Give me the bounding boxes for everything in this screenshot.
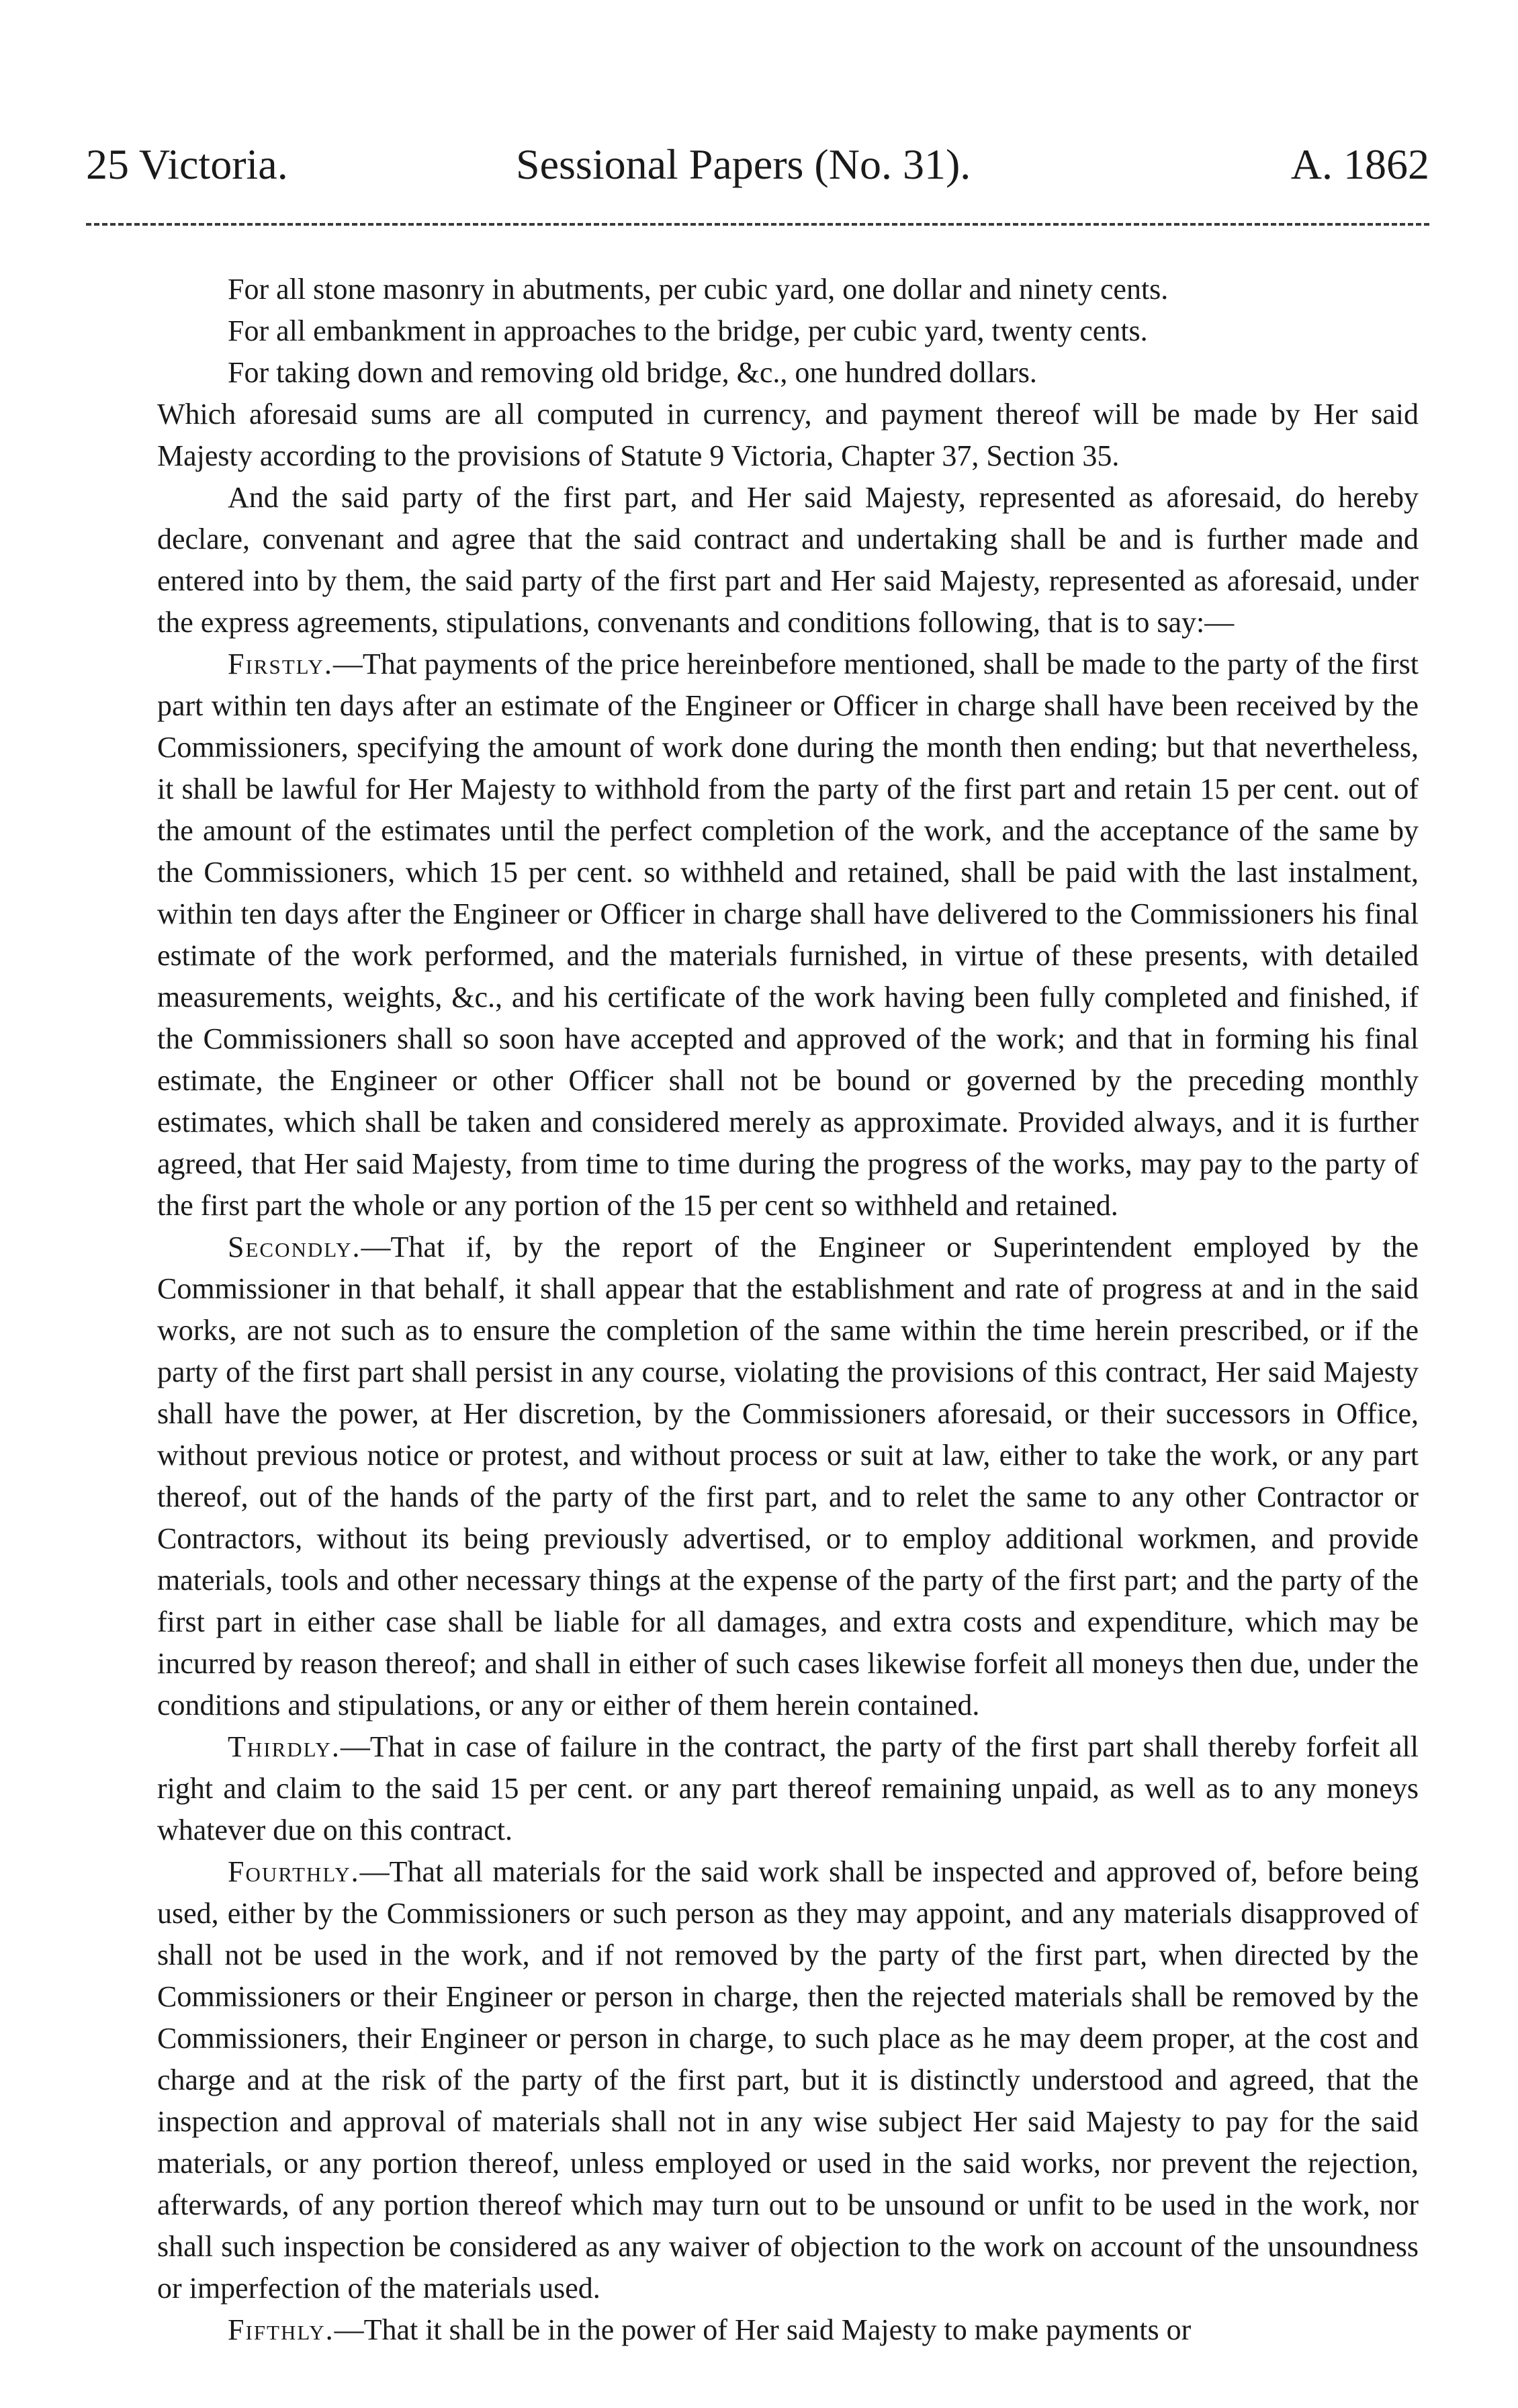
fourthly-heading: Fourthly. xyxy=(228,1855,360,1888)
paragraph-secondly xyxy=(157,1227,1419,1726)
rate-embankment: For all embankment in approaches to the bridge, per cubic yard, twenty cents. xyxy=(228,314,1148,347)
paragraph-fifthly xyxy=(157,2309,1419,2351)
secondly-heading: Secondly. xyxy=(228,1231,361,1263)
document-body xyxy=(157,269,1419,2351)
fifthly-text: —That it shall be in the power of Her said Majesty to make payments or xyxy=(334,2313,1192,2346)
header-title: Sessional Papers (No. 31). xyxy=(516,140,971,188)
thirdly-text: —That in case of failure in the contract, the party of the first part shall thereby forfeit all right and claim to the said 15 per cent. or any part thereof remaining unpaid, as well as to any moneys whatever due on this contract. xyxy=(157,1730,1419,1846)
paragraph-and: And the said party of the first part, and Her said Majesty, represented as aforesaid, do hereby declare, convenant and agree that the said contract and undertaking shall be and is further made and entered into by them, the said party of the first part and Her said Majesty, represented as aforesaid, under the express agreements, stipulations, convenants and conditions following, that is to say:— xyxy=(157,481,1419,639)
thirdly-heading: Thirdly. xyxy=(228,1730,341,1763)
rate-masonry: For all stone masonry in abutments, per cubic yard, one dollar and ninety cents. xyxy=(228,273,1169,306)
rate-old-bridge: For taking down and removing old bridge, &c., one hundred dollars. xyxy=(228,356,1037,389)
header-year: A. 1862 xyxy=(1290,140,1429,188)
running-header xyxy=(86,138,1429,191)
fifthly-heading: Fifthly. xyxy=(228,2313,334,2346)
header-session: 25 Victoria. xyxy=(86,140,288,188)
header-rule xyxy=(86,223,1429,226)
paragraph-thirdly xyxy=(157,1726,1419,1851)
paragraph-which: Which aforesaid sums are all computed in currency, and payment thereof will be made by Her said Majesty according to the provisions of Statute 9 Victoria, Chapter 37, Section 35. xyxy=(157,398,1419,472)
paragraph-firstly xyxy=(157,643,1419,1227)
firstly-text: —That payments of the price hereinbefore mentioned, shall be made to the party of the first part within ten days after an estimate of the Engineer or Officer in charge shall have been received by the Commissioners, specifying the amount of work done during the month then ending; but that nevertheless, it shall be lawful for Her Majesty to withhold from the party of the first part and retain 15 per cent. out of the amount of the estimates until the perfect completion of the work, and the acceptance of the same by the Commissioners, which 15 per cent. so withheld and retained, shall be paid with the last instalment, within ten days after the Engineer or Officer in charge shall have delivered to the Commissioners his final estimate of the work performed, and the materials furnished, in virtue of these presents, with detailed measurements, weights, &c., and his certificate of the work having been fully completed and finished, if the Commissioners shall so soon have accepted and approved of the work; and that in forming his final estimate, the Engineer or other Officer shall not be bound or governed by the preceding monthly estimates, which shall be taken and considered merely as approximate. Provided always, and it is further agreed, that Her said Majesty, from time to time during the progress of the works, may pay to the party of the first part the whole or any portion of the 15 per cent so withheld and retained. xyxy=(157,648,1419,1222)
secondly-text: —That if, by the report of the Engineer or Superintendent employed by the Commissioner in that behalf, it shall appear that the establishment and rate of progress at and in the said works, are not such as to ensure the completion of the same within the time herein prescribed, or if the party of the first part shall persist in any course, violating the provisions of this contract, Her said Majesty shall have the power, at Her discretion, by the Commissioners aforesaid, or their successors in Office, without previous notice or protest, and without process or suit at law, either to take the work, or any part thereof, out of the hands of the party of the first part, and to relet the same to any other Contractor or Contractors, without its being previously advertised, or to employ additional workmen, and provide materials, tools and other necessary things at the expense of the party of the first part; and the party of the first part in either case shall be liable for all damages, and extra costs and expenditure, which may be incurred by reason thereof; and shall in either of such cases likewise forfeit all moneys then due, under the conditions and stipulations, or any or either of them herein contained. xyxy=(157,1231,1419,1722)
paragraph-fourthly xyxy=(157,1851,1419,2309)
fourthly-text: —That all materials for the said work shall be inspected and approved of, before being used, either by the Commissioners or such person as they may appoint, and any materials disapproved of shall not be used in the work, and if not removed by the party of the first part, when directed by the Commissioners or their Engineer or person in charge, then the rejected materials shall be removed by the Commissioners, their Engineer or person in charge, to such place as he may deem proper, at the cost and charge and at the risk of the party of the first part, but it is distinctly understood and agreed, that the inspection and approval of materials shall not in any wise subject Her said Majesty to pay for the said materials, or any portion thereof, unless employed or used in the said works, nor prevent the rejection, afterwards, of any portion thereof which may turn out to be unsound or unfit to be used in the work, nor shall such inspection be considered as any waiver of objection to the work on account of the unsoundness or imperfection of the materials used. xyxy=(157,1855,1419,2305)
firstly-heading: Firstly. xyxy=(228,648,333,680)
